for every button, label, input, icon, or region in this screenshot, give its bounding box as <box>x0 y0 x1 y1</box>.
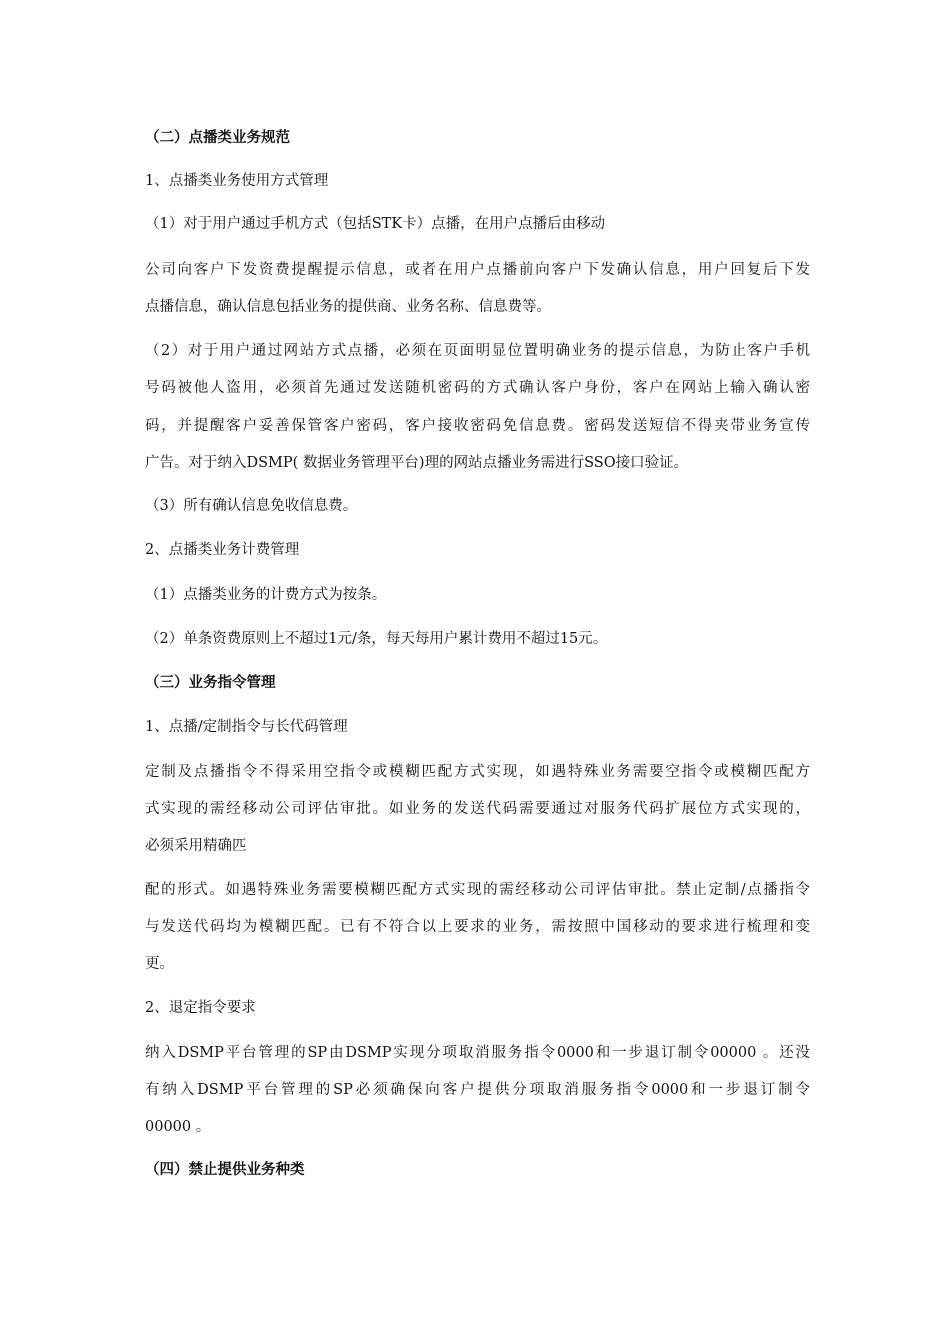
paragraph-line: 点播信息，确认信息包括业务的提供商、业务名称、信息费等。 <box>145 299 551 315</box>
paragraph-line: 必须采用精确匹 <box>145 838 247 854</box>
paragraph-line: （2）单条资费原则上不超过1元/条，每天每用户累计费用不超过15元。 <box>145 631 608 647</box>
paragraph-line: 00000 。 <box>145 1119 211 1135</box>
paragraph-line: 式实现的需经移动公司评估审批。如业务的发送代码需要通过对服务代码扩展位方式实现的， <box>145 801 810 817</box>
paragraph-line: 配的形式。如遇特殊业务需要模糊匹配方式实现的需经移动公司评估审批。禁止定制/点播指令 <box>145 882 810 898</box>
paragraph-line: 公司向客户下发资费提醒提示信息，或者在用户点播前向客户下发确认信息，用户回复后下发 <box>145 262 810 278</box>
subsection-heading: 2、点播类业务计费管理 <box>145 542 300 558</box>
section-heading: （四）禁止提供业务种类 <box>145 1161 305 1178</box>
subsection-heading: 1、点播类业务使用方式管理 <box>145 173 329 189</box>
paragraph-line: 定制及点播指令不得采用空指令或模糊匹配方式实现，如遇特殊业务需要空指令或模糊匹配方 <box>145 764 810 780</box>
paragraph-line: （1）对于用户通过手机方式（包括STK卡）点播，在用户点播后由移动 <box>145 216 606 232</box>
paragraph-line: 码，并提醒客户妥善保管客户密码，客户接收密码免信息费。密码发送短信不得夹带业务宣传 <box>145 418 810 434</box>
paragraph-line: 有纳入DSMP平台管理的SP必须确保向客户提供分项取消服务指令0000和一步退订制令 <box>145 1082 810 1098</box>
paragraph-line: 纳入DSMP平台管理的SP由DSMP实现分项取消服务指令0000和一步退订制令00000 。还没 <box>145 1045 810 1061</box>
paragraph-line: （1）点播类业务的计费方式为按条。 <box>145 587 387 603</box>
paragraph-line: 与发送代码均为模糊匹配。已有不符合以上要求的业务，需按照中国移动的要求进行梳理和变 <box>145 919 810 935</box>
subsection-heading: 2、退定指令要求 <box>145 1000 256 1016</box>
subsection-heading: 1、点播/定制指令与长代码管理 <box>145 719 348 735</box>
section-heading: （三）业务指令管理 <box>145 674 276 691</box>
paragraph-line: （2）对于用户通过网站方式点播，必须在页面明显位置明确业务的提示信息，为防止客户手机 <box>145 343 810 359</box>
paragraph-line: （3）所有确认信息免收信息费。 <box>145 498 358 514</box>
paragraph-line: 更。 <box>145 956 174 972</box>
paragraph-line: 号码被他人盗用，必须首先通过发送随机密码的方式确认客户身份，客户在网站上输入确认密 <box>145 380 810 396</box>
section-heading: （二）点播类业务规范 <box>145 129 290 146</box>
paragraph-line: 广告。对于纳入DSMP( 数据业务管理平台)理的网站点播业务需进行SSO接口验证。 <box>145 455 689 471</box>
